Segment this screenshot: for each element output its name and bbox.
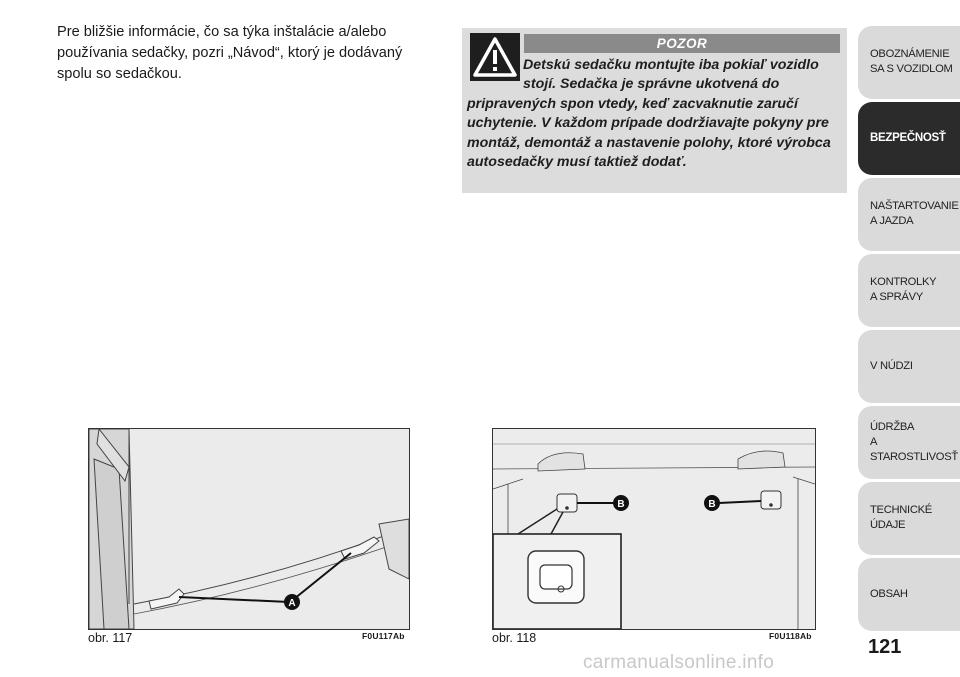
- sidebar-item-label: KONTROLKY A SPRÁVY: [870, 276, 937, 304]
- figure-118-caption: obr. 118: [492, 631, 537, 645]
- figure-117-caption: obr. 117: [88, 631, 133, 645]
- sidebar-item-kontrolky[interactable]: [858, 254, 960, 327]
- figure-117-code: F0U117Ab: [362, 631, 405, 641]
- sidebar-item-oboznamenie[interactable]: [858, 26, 960, 99]
- figure-118: [492, 428, 816, 630]
- sidebar-item-label: V NÚDZI: [870, 359, 913, 372]
- warning-box: [462, 28, 847, 193]
- figure-118-code: F0U118Ab: [769, 631, 812, 641]
- warning-title: POZOR: [524, 34, 840, 53]
- sidebar-item-label: OBOZNÁMENIE SA S VOZIDLOM: [870, 48, 953, 76]
- intro-paragraph: Pre bližšie informácie, čo sa týka inštalácie a/alebo používania sedačky, pozri „Návod“, ktorý je dodávaný spolu so sedačkou.: [57, 24, 403, 82]
- sidebar-item-obsah[interactable]: [858, 558, 960, 631]
- sidebar-item-technicke-udaje[interactable]: [858, 482, 960, 555]
- sidebar-item-label: OBSAH: [870, 587, 908, 600]
- chapter-sidebar: [858, 26, 960, 634]
- sidebar-item-label: TECHNICKÉ ÚDAJE: [870, 504, 932, 532]
- figure-117: [88, 428, 410, 630]
- sidebar-item-nastartovanie[interactable]: [858, 178, 960, 251]
- warning-text: Detskú sedačku montujte iba pokiaľ vozidlo stojí. Sedačka je správne ukotvená do pripravených spon vtedy, keď zacvaknutie zaručí uchytenie. V každom prípade dodržiavajte pokyny pre montáž, demontáž a nastavenie polohy, ktoré výrobca autosedačky musí taktiež dodať.: [467, 57, 831, 171]
- sidebar-item-label: ÚDRŽBA A STAROSTLIVOSŤ: [870, 420, 958, 463]
- figure-label-a: A: [288, 598, 296, 609]
- sidebar-item-label: BEZPEČNOSŤ: [870, 131, 946, 144]
- sidebar-item-udrzba[interactable]: [858, 406, 960, 479]
- sidebar-item-label: NAŠTARTOVANIE A JAZDA: [870, 200, 959, 228]
- page-number: 121: [868, 636, 902, 658]
- watermark: carmanualsonline.info: [583, 652, 775, 673]
- figure-label-b-right: B: [708, 499, 716, 510]
- sidebar-item-v-nudzi[interactable]: [858, 330, 960, 403]
- figure-label-b-left: B: [617, 499, 625, 510]
- sidebar-item-bezpecnost[interactable]: [858, 102, 960, 175]
